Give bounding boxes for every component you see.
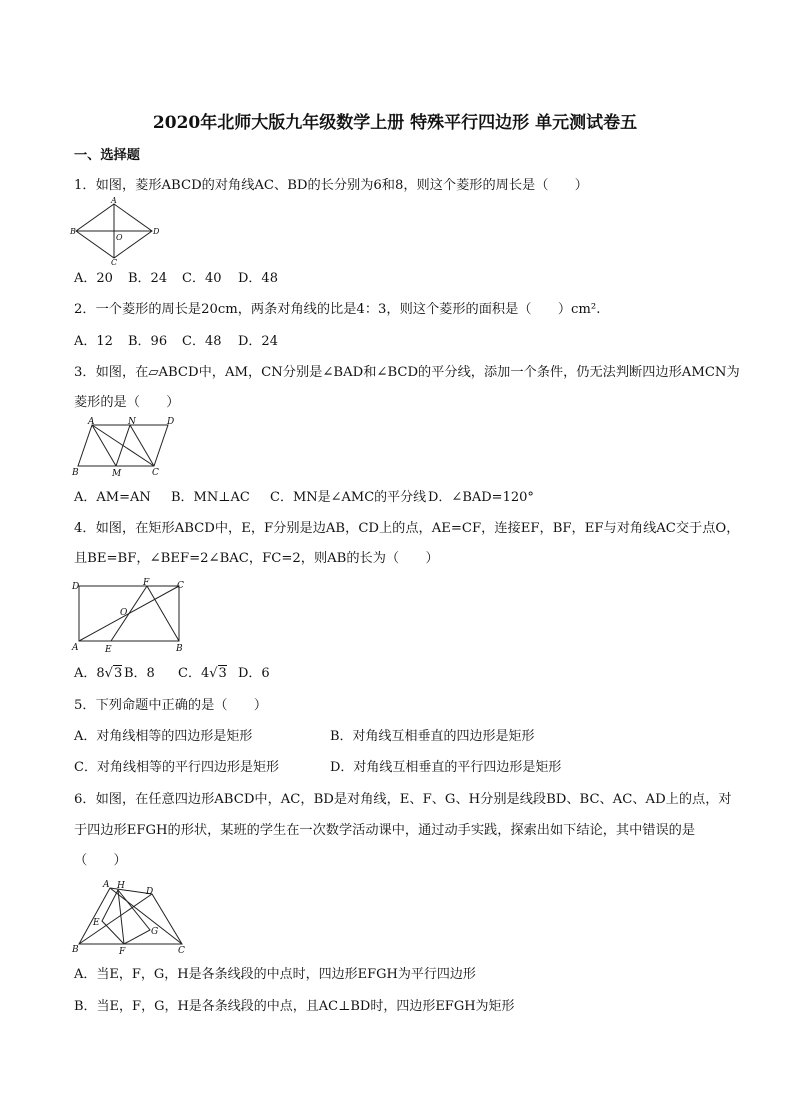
- question-2-text: 2．一个菱形的周长是20cm，两条对角线的比是4：3，则这个菱形的面积是（ ）cm².: [74, 302, 601, 317]
- rectangle-figure: [70, 576, 190, 656]
- label-d: D: [167, 417, 175, 427]
- rhombus-figure: [70, 196, 160, 267]
- q4-option-c: C．4√3: [178, 666, 227, 681]
- q4-option-b: B．8: [124, 666, 155, 681]
- q5-option-c: C．对角线相等的平行四边形是矩形: [74, 760, 279, 775]
- question-3-line-2: 菱形的是（ ）: [74, 395, 180, 410]
- q6-option-b: B．当E，F，G，H是各条线段的中点，且AC⊥BD时，四边形EFGH为矩形: [74, 999, 515, 1014]
- label-c: C: [177, 581, 184, 591]
- q4-option-a: A．8√3: [74, 666, 123, 681]
- label-c: C: [111, 258, 118, 267]
- label-m: M: [112, 469, 122, 479]
- label-b: B: [72, 468, 79, 478]
- label-n: N: [128, 417, 136, 427]
- label-f: F: [119, 947, 126, 957]
- label-d: D: [146, 887, 154, 897]
- q2-option-d: D．24: [238, 334, 278, 349]
- question-6-line-1: 6．如图，在任意四边形ABCD中，AC，BD是对角线，E、F、G、H分别是线段BD、BC、AC、AD上的点，对: [74, 792, 732, 807]
- label-e: E: [105, 645, 112, 655]
- page-title: 2020年北师大版九年级数学上册 特殊平行四边形 单元测试卷五: [152, 113, 638, 133]
- q5-option-d: D．对角线互相垂直的平行四边形是矩形: [330, 760, 562, 775]
- question-6-line-3: （ ）: [74, 853, 127, 868]
- q1-option-a: A．20: [74, 271, 113, 286]
- label-d: D: [153, 227, 160, 236]
- question-6-line-2: 于四边形EFGH的形状，某班的学生在一次数学活动课中，通过动手实践，探索出如下结论，其中错误的是: [74, 823, 696, 838]
- q3-option-d: D．∠BAD=120°: [428, 490, 534, 505]
- label-b: B: [72, 945, 79, 955]
- question-1-text: 1．如图，菱形ABCD的对角线AC、BD的长分别为6和8，则这个菱形的周长是（ ）: [74, 178, 588, 193]
- label-a: A: [88, 417, 95, 427]
- q6-option-a: A．当E，F，G，H是各条线段的中点时，四边形EFGH为平行四边形: [74, 967, 476, 982]
- label-o: O: [116, 233, 123, 242]
- label-d: D: [72, 582, 80, 592]
- label-b: B: [176, 644, 183, 654]
- question-4-line-2: 且BE=BF，∠BEF=2∠BAC，FC=2，则AB的长为（ ）: [74, 551, 439, 566]
- question-5-text: 5．下列命题中正确的是（ ）: [74, 698, 268, 713]
- label-h: H: [117, 881, 125, 891]
- quadrilateral-figure: [70, 876, 190, 958]
- label-b: B: [70, 227, 76, 236]
- label-c: C: [178, 946, 185, 956]
- label-a: A: [103, 880, 110, 890]
- q5-option-a: A．对角线相等的四边形是矩形: [74, 729, 253, 744]
- label-o: O: [120, 608, 128, 618]
- q2-option-a: A．12: [74, 334, 113, 349]
- label-c: C: [152, 468, 159, 478]
- parallelogram-figure: [70, 416, 182, 478]
- q1-option-d: D．48: [238, 271, 278, 286]
- q5-option-b: B．对角线互相垂直的四边形是矩形: [330, 729, 535, 744]
- q1-option-c: C．40: [182, 271, 222, 286]
- q3-option-b: B．MN⊥AC: [171, 490, 250, 505]
- q2-option-b: B．96: [128, 334, 168, 349]
- section-heading: 一、选择题: [74, 148, 140, 163]
- question-4-line-1: 4．如图，在矩形ABCD中，E，F分别是边AB，CD上的点，AE=CF，连接EF，BF，EF与对角线AC交于点O，: [74, 521, 740, 536]
- label-f: F: [143, 578, 150, 588]
- q4-option-d: D．6: [238, 666, 270, 681]
- q3-option-a: A．AM=AN: [74, 490, 151, 505]
- label-a: A: [72, 643, 79, 653]
- q1-option-b: B．24: [128, 271, 168, 286]
- label-g: G: [151, 927, 159, 937]
- q2-option-c: C．48: [182, 334, 222, 349]
- label-a: A: [111, 196, 117, 205]
- q3-option-c: C．MN是∠AMC的平分线: [270, 490, 427, 505]
- label-e: E: [93, 918, 100, 928]
- question-3-line-1: 3．如图，在▱ABCD中，AM，CN分别是∠BAD和∠BCD的平分线，添加一个条件，仍无法判断四边形AMCN为: [74, 365, 740, 380]
